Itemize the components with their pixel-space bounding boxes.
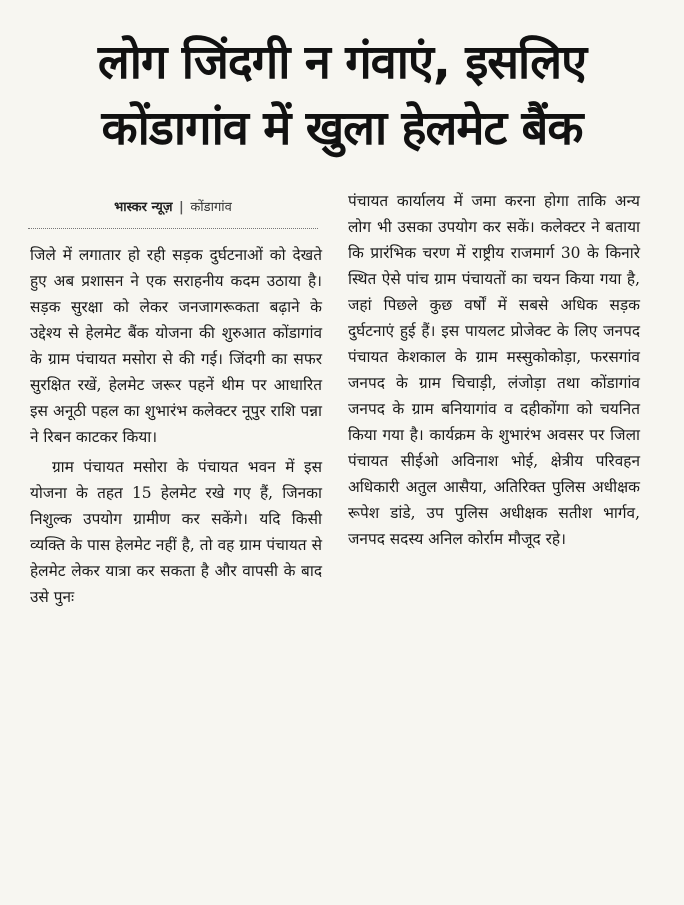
byline-source: भास्कर न्यूज़	[114, 200, 173, 215]
headline	[18, 30, 666, 162]
byline-separator: |	[179, 200, 184, 215]
article-paragraph-2-continued: पंचायत कार्यालय में जमा करना होगा ताकि अन्य लोग भी उसका उपयोग कर सकें। कलेक्टर ने बताया कि प्रारंभिक चरण में राष्ट्रीय राजमार्ग 30 के किनारे स्थित ऐसे पांच ग्राम पंचायतों का चयन किया गया है, जहां पिछले कुछ वर्षों में सबसे अधिक सड़क दुर्घटनाएं हुई हैं। इस पायलट प्रोजेक्ट के लिए जनपद पंचायत केशकाल के ग्राम मस्सुकोकोड़ा, फरसगांव जनपद के ग्राम चिचाड़ी, लंजोड़ा तथा कोंडागांव जनपद के ग्राम बनियागांव व दहीकोंगा को चयनित किया गया है। कार्यक्रम के शुभारंभ अवसर पर जिला पंचायत सीईओ अविनाश भोई, क्षेत्रीय परिवहन अधिकारी अतुल आसैया, अतिरिक्त पुलिस अधीक्षक रूपेश डांडे, उप पुलिस अधीक्षक सतीश भार्गव, जनपद सदस्य अनिल कोर्राम मौजूद रहे।	[348, 192, 640, 548]
article-paragraph-1: जिले में लगातार हो रही सड़क दुर्घटनाओं को देखते हुए अब प्रशासन ने एक सराहनीय कदम उठाया है। सड़क सुरक्षा को लेकर जनजागरूकता बढ़ाने के उद्देश्य से हेलमेट बैंक योजना की शुरुआत कोंडागांव के ग्राम पंचायत मसोरा से की गई। जिंदगी का सफर सुरक्षित रखें, हेलमेट जरूर पहनें थीम पर आधारित इस अनूठी पहल का शुभारंभ कलेक्टर नूपुर राशि पन्ना ने रिबन काटकर किया।	[30, 246, 322, 446]
article-column-right	[348, 188, 640, 552]
article-column-left	[30, 242, 322, 610]
article-paragraph-2: ग्राम पंचायत मसोरा के पंचायत भवन में इस योजना के तहत 15 हेलमेट रखे गए हैं, जिनका निशुल्क उपयोग ग्रामीण कर सकेंगे। यदि किसी व्यक्ति के पास हेलमेट नहीं है, तो वह ग्राम पंचायत से हेलमेट लेकर यात्रा कर सकता है और वापसी के बाद उसे पुनः	[30, 458, 322, 606]
headline-line-2: कोंडागांव में खुला हेलमेट बैंक	[101, 101, 583, 156]
byline-location: कोंडागांव	[190, 200, 232, 215]
byline	[28, 197, 318, 215]
byline-divider	[28, 228, 318, 229]
headline-line-1: लोग जिंदगी न गंवाएं, इसलिए	[97, 35, 587, 90]
